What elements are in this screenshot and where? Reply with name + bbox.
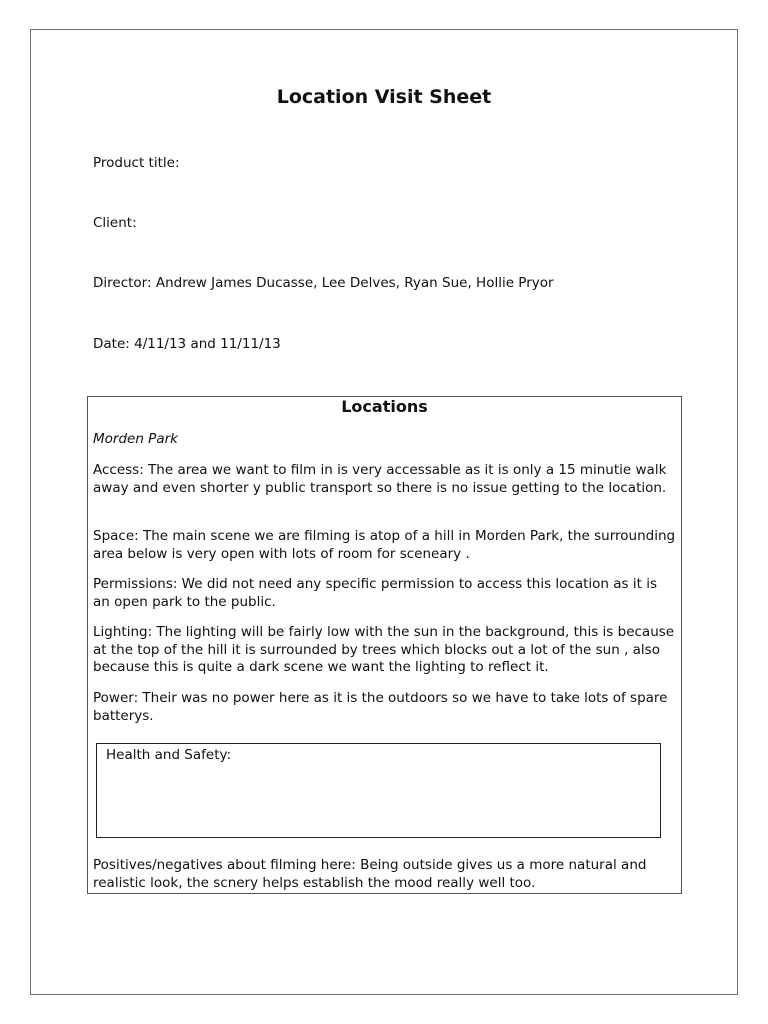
- document-title: Location Visit Sheet: [276, 86, 492, 108]
- date-field: Date: 4/11/13 and 11/11/13: [93, 336, 281, 352]
- permissions-paragraph: Permissions: We did not need any specific permission to access this location as it is an open park to the public.: [93, 576, 657, 610]
- client-field: Client:: [93, 215, 137, 231]
- lighting-paragraph: Lighting: The lighting will be fairly low with the sun in the background, this is because at the top of the hill it is surrounded by trees which blocks out a lot of the sun , also because this is quite a dark scene we want the lighting to reflect it.: [93, 624, 675, 675]
- positives-negatives-paragraph: Positives/negatives about filming here: Being outside gives us a more natural and realistic look, the scnery helps establish the mood really well too.: [93, 857, 647, 891]
- access-paragraph: Access: The area we want to film in is very accessable as it is only a 15 minutie walk away and even shorter y public transport so there is no issue getting to the location.: [93, 462, 667, 496]
- health-safety-label: Health and Safety:: [106, 747, 232, 763]
- director-field: Director: Andrew James Ducasse, Lee Delves, Ryan Sue, Hollie Pryor: [93, 275, 554, 291]
- product-title-field: Product title:: [93, 155, 180, 171]
- locations-heading: Locations: [341, 397, 428, 416]
- power-paragraph: Power: Their was no power here as it is the outdoors so we have to take lots of spare batterys.: [93, 690, 668, 724]
- location-name: Morden Park: [93, 431, 178, 447]
- space-paragraph: Space: The main scene we are filming is atop of a hill in Morden Park, the surrounding area below is very open with lots of room for sceneary .: [93, 528, 676, 562]
